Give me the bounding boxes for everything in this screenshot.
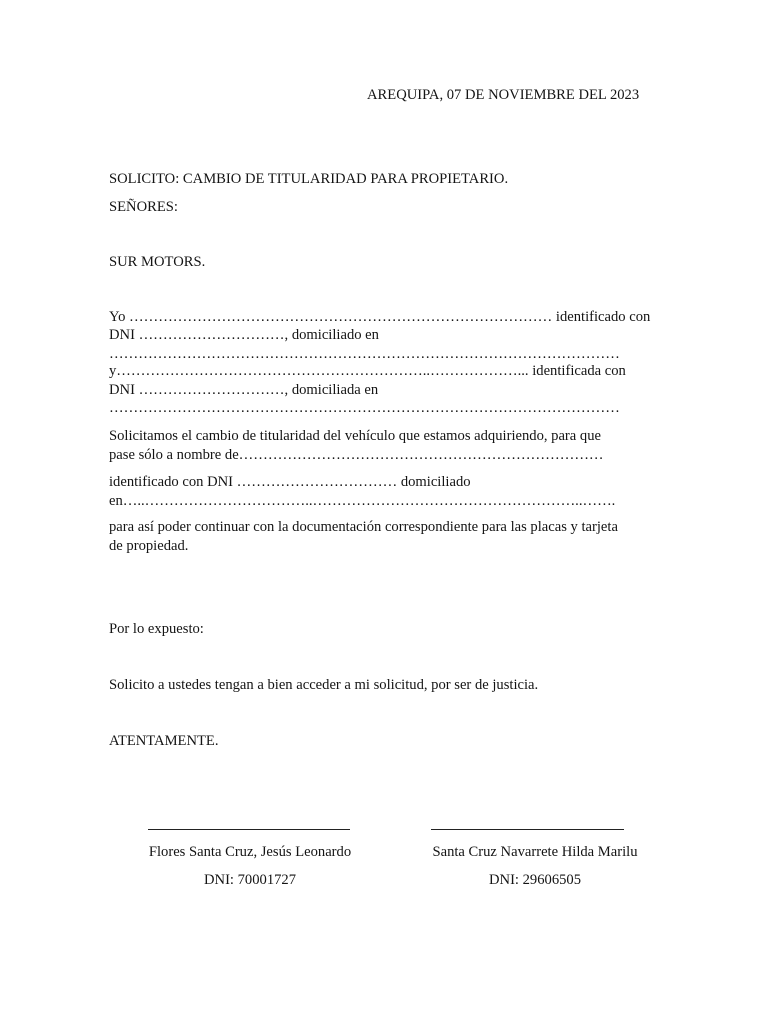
signature-line-2 [431, 829, 624, 830]
signatory-2-dni: DNI: 29606505 [488, 872, 582, 888]
beneficiary-line2: en…..……………………………..………………………………………………..……. [109, 493, 616, 509]
signature-line-1 [148, 829, 350, 830]
applicant1-line2: DNI …………………………, domiciliado en [109, 327, 379, 343]
sign-off: ATENTAMENTE. [109, 733, 219, 749]
applicant1-line1: Yo …………………………………………………………………………… identificado con [109, 309, 651, 325]
purpose-line2: de propiedad. [109, 538, 189, 554]
request-line1: Solicitamos el cambio de titularidad del vehículo que estamos adquiriendo, para que [109, 428, 601, 444]
date-line: AREQUIPA, 07 DE NOVIEMBRE DEL 2023 [367, 87, 640, 103]
subject-line: SOLICITO: CAMBIO DE TITULARIDAD PARA PROPIETARIO. [109, 171, 509, 187]
beneficiary-line1: identificado con DNI …………………………… domiciliado [109, 474, 471, 490]
request-line2: pase sólo a nombre de………………………………………………………………… [109, 447, 604, 463]
signatory-1-name: Flores Santa Cruz, Jesús Leonardo [148, 844, 352, 860]
salutation: SEÑORES: [109, 199, 178, 215]
signatory-1-dni: DNI: 70001727 [203, 872, 297, 888]
recipient: SUR MOTORS. [109, 254, 206, 270]
applicant1-line3: …………………………………………………………………………………………… [109, 346, 620, 362]
purpose-line1: para así poder continuar con la documentación correspondiente para las placas y tarjeta [109, 519, 618, 535]
applicant2-line1: y………………………………………………………..………………... identificada con [109, 363, 626, 379]
applicant2-line3: …………………………………………………………………………………………… [109, 400, 620, 416]
closing-request: Solicito a ustedes tengan a bien acceder a mi solicitud, por ser de justicia. [109, 677, 539, 693]
expuesto-line: Por lo expuesto: [109, 621, 204, 637]
signatory-2-name: Santa Cruz Navarrete Hilda Marilu [432, 844, 638, 860]
applicant2-line2: DNI …………………………, domiciliada en [109, 382, 379, 398]
